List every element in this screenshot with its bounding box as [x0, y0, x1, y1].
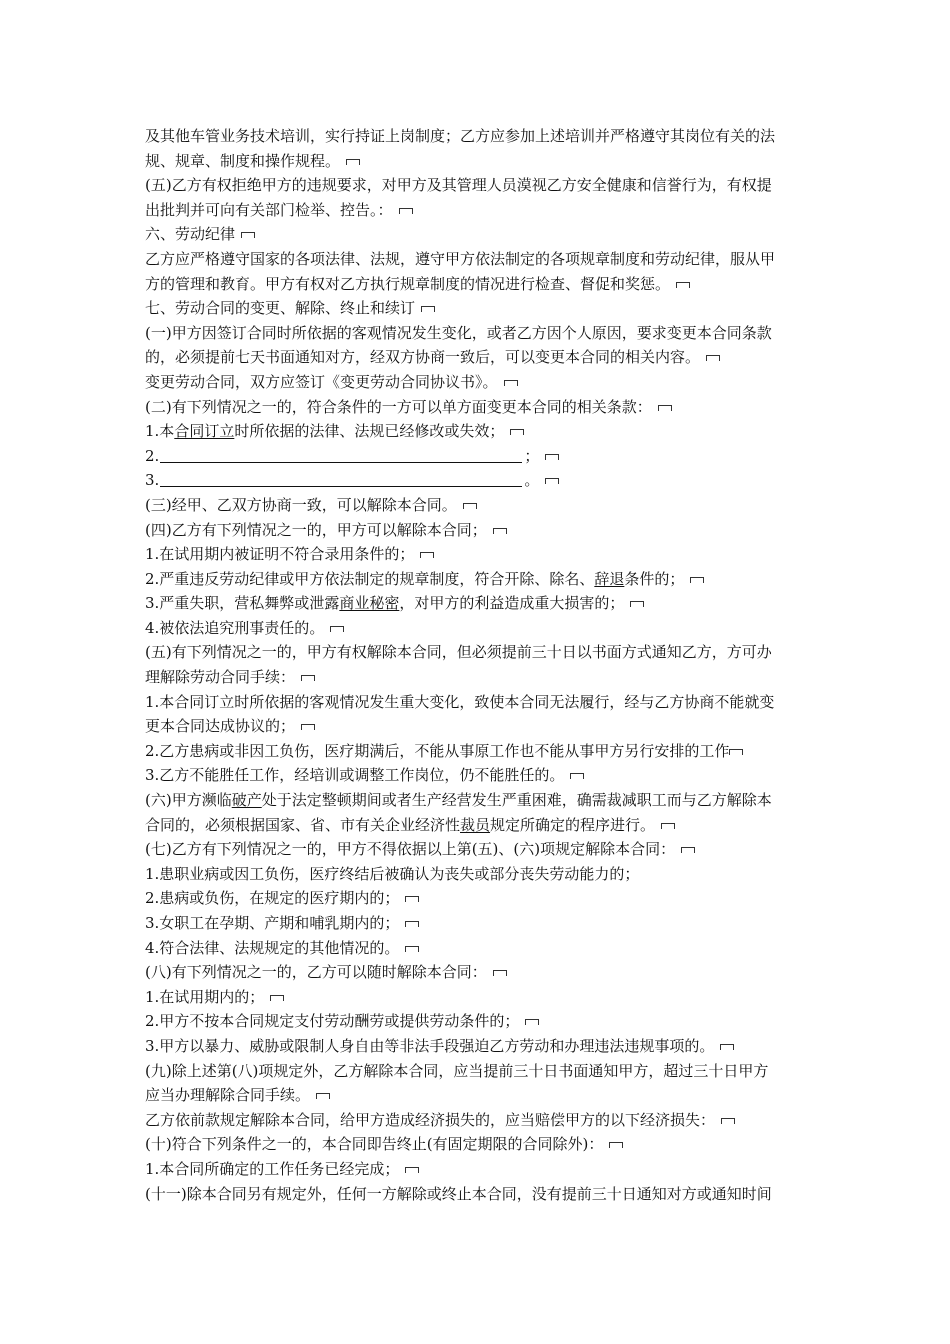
text-line: 3.女职工在孕期、产期和哺乳期内的； [145, 911, 857, 936]
paragraph-mark-icon [316, 1093, 330, 1099]
section-heading: 七、劳动合同的变更、解除、终止和续订 [145, 296, 857, 321]
paragraph-mark-icon [681, 847, 695, 853]
paragraph-mark-icon [301, 724, 315, 730]
fill-in-line: 3. 。 [145, 468, 857, 493]
text-line: 2.甲方不按本合同规定支付劳动酬劳或提供劳动条件的； [145, 1009, 857, 1034]
text-line: (三)经甲、乙双方协商一致，可以解除本合同。 [145, 493, 857, 518]
paragraph-mark-icon [421, 306, 435, 312]
paragraph-mark-icon [729, 749, 743, 755]
paragraph-mark-icon [405, 921, 419, 927]
paragraph-mark-icon [658, 405, 672, 411]
text-line: (六)甲方濒临破产处于法定整顿期间或者生产经营发生严重困难，确需裁减职工而与乙方解除本 [145, 791, 772, 810]
paragraph-mark-icon [570, 773, 584, 779]
text-line: 方的管理和教育。甲方有权对乙方执行规章制度的情况进行检查、督促和奖惩。 [145, 272, 857, 297]
text-line: 1.患职业病或因工负伤，医疗终结后被确认为丧失或部分丧失劳动能力的； [145, 864, 640, 883]
paragraph-mark-icon [241, 232, 255, 238]
underlined-term: 辞退 [594, 569, 625, 588]
text-line: 理解除劳动合同手续： [145, 665, 857, 690]
blank-field [160, 447, 522, 463]
text-line: 1.在试用期内被证明不符合录用条件的； [145, 542, 857, 567]
paragraph-mark-icon [690, 577, 704, 583]
text-line: 乙方依前款规定解除本合同，给甲方造成经济损失的，应当赔偿甲方的以下经济损失： [145, 1108, 857, 1133]
paragraph-mark-icon [706, 355, 720, 361]
text-line: (十)符合下列条件之一的，本合同即告终止(有固定期限的合同除外)： [145, 1132, 857, 1157]
text-line: (九)除上述第(八)项规定外，乙方解除本合同，应当提前三十日书面通知甲方，超过三十日甲方 [145, 1061, 769, 1080]
text-line: 乙方应严格遵守国家的各项法律、法规，遵守甲方依法制定的各项规章制度和劳动纪律，服从甲 [145, 249, 776, 268]
blank-field [160, 471, 522, 487]
paragraph-mark-icon [420, 552, 434, 558]
text-line: 2.患病或负伤，在规定的医疗期内的； [145, 886, 857, 911]
text-line: (二)有下列情况之一的，符合条件的一方可以单方面变更本合同的相关条款： [145, 395, 857, 420]
text-line: 2.乙方患病或非因工负伤，医疗期满后，不能从事原工作也不能从事甲方另行安排的工作 [145, 739, 857, 764]
paragraph-mark-icon [545, 454, 559, 460]
text-line: 更本合同达成协议的； [145, 714, 857, 739]
text-line: 2.严重违反劳动纪律或甲方依法制定的规章制度，符合开除、除名、辞退条件的； [145, 567, 857, 592]
paragraph-mark-icon [463, 503, 477, 509]
text-line: 1.在试用期内的； [145, 985, 857, 1010]
paragraph-mark-icon [609, 1142, 623, 1148]
section-heading: 六、劳动纪律 [145, 222, 857, 247]
text-line: (五)有下列情况之一的，甲方有权解除本合同，但必须提前三十日以书面方式通知乙方，方可办 [145, 643, 772, 662]
paragraph-mark-icon [661, 823, 675, 829]
text-line: 3.甲方以暴力、威胁或限制人身自由等非法手段强迫乙方劳动和办理违法违规事项的。 [145, 1034, 857, 1059]
fill-in-line: 2. ； [145, 444, 857, 469]
text-line: (七)乙方有下列情况之一的，甲方不得依据以上第(五)、(六)项规定解除本合同： [145, 837, 857, 862]
text-line: 3.严重失职，营私舞弊或泄露商业秘密，对甲方的利益造成重大损害的； [145, 591, 857, 616]
text-line: 1.本合同订立时所依据的法律、法规已经修改或失效； [145, 419, 857, 444]
paragraph-mark-icon [405, 946, 419, 952]
text-line: 出批判并可向有关部门检举、控告。： [145, 198, 857, 223]
text-line: 3.乙方不能胜任工作，经培训或调整工作岗位，仍不能胜任的。 [145, 763, 857, 788]
paragraph-mark-icon [270, 995, 284, 1001]
text-line: 4.被依法追究刑事责任的。 [145, 616, 857, 641]
paragraph-mark-icon [346, 159, 360, 165]
paragraph-mark-icon [405, 896, 419, 902]
text-line: (四)乙方有下列情况之一的，甲方可以解除本合同； [145, 518, 857, 543]
underlined-term: 合同订立 [174, 422, 235, 441]
text-line: (十一)除本合同另有规定外，任何一方解除或终止本合同，没有提前三十日通知对方或通知时间 [145, 1184, 772, 1203]
paragraph-mark-icon [676, 282, 690, 288]
paragraph-mark-icon [721, 1118, 735, 1124]
text-line: 规、规章、制度和操作规程。 [145, 149, 857, 174]
text-line: 变更劳动合同，双方应签订《变更劳动合同协议书》。 [145, 370, 857, 395]
text-line: 1.本合同所确定的工作任务已经完成； [145, 1157, 857, 1182]
text-line: (八)有下列情况之一的，乙方可以随时解除本合同： [145, 960, 857, 985]
paragraph-mark-icon [405, 1167, 419, 1173]
underlined-term: 破产 [231, 791, 262, 810]
text-line: 1.本合同订立时所依据的客观情况发生重大变化，致使本合同无法履行，经与乙方协商不能就变 [145, 692, 775, 711]
paragraph-mark-icon [545, 478, 559, 484]
text-line: 的，必须提前七天书面通知对方，经双方协商一致后，可以变更本合同的相关内容。 [145, 345, 857, 370]
paragraph-mark-icon [630, 601, 644, 607]
paragraph-mark-icon [720, 1044, 734, 1050]
text-line: 合同的，必须根据国家、省、市有关企业经济性裁员规定所确定的程序进行。 [145, 813, 857, 838]
paragraph-mark-icon [493, 528, 507, 534]
text-line: 应当办理解除合同手续。 [145, 1083, 857, 1108]
paragraph-mark-icon [525, 1019, 539, 1025]
underlined-term: 裁员 [460, 815, 491, 834]
paragraph-mark-icon [493, 970, 507, 976]
document-page [145, 124, 857, 1206]
text-line: 4.符合法律、法规规定的其他情况的。 [145, 936, 857, 961]
text-line: 及其他车管业务技术培训，实行持证上岗制度；乙方应参加上述培训并严格遵守其岗位有关的法 [145, 127, 776, 145]
paragraph-mark-icon [301, 675, 315, 681]
text-line: (五)乙方有权拒绝甲方的违规要求，对甲方及其管理人员漠视乙方安全健康和信誉行为，有权提 [145, 176, 772, 195]
paragraph-mark-icon [399, 208, 413, 214]
paragraph-mark-icon [330, 626, 344, 632]
underlined-term: 商业秘密 [339, 594, 400, 613]
text-line: (一)甲方因签订合同时所依据的客观情况发生变化，或者乙方因个人原因，要求变更本合同条款 [145, 323, 772, 342]
paragraph-mark-icon [504, 380, 518, 386]
paragraph-mark-icon [510, 429, 524, 435]
